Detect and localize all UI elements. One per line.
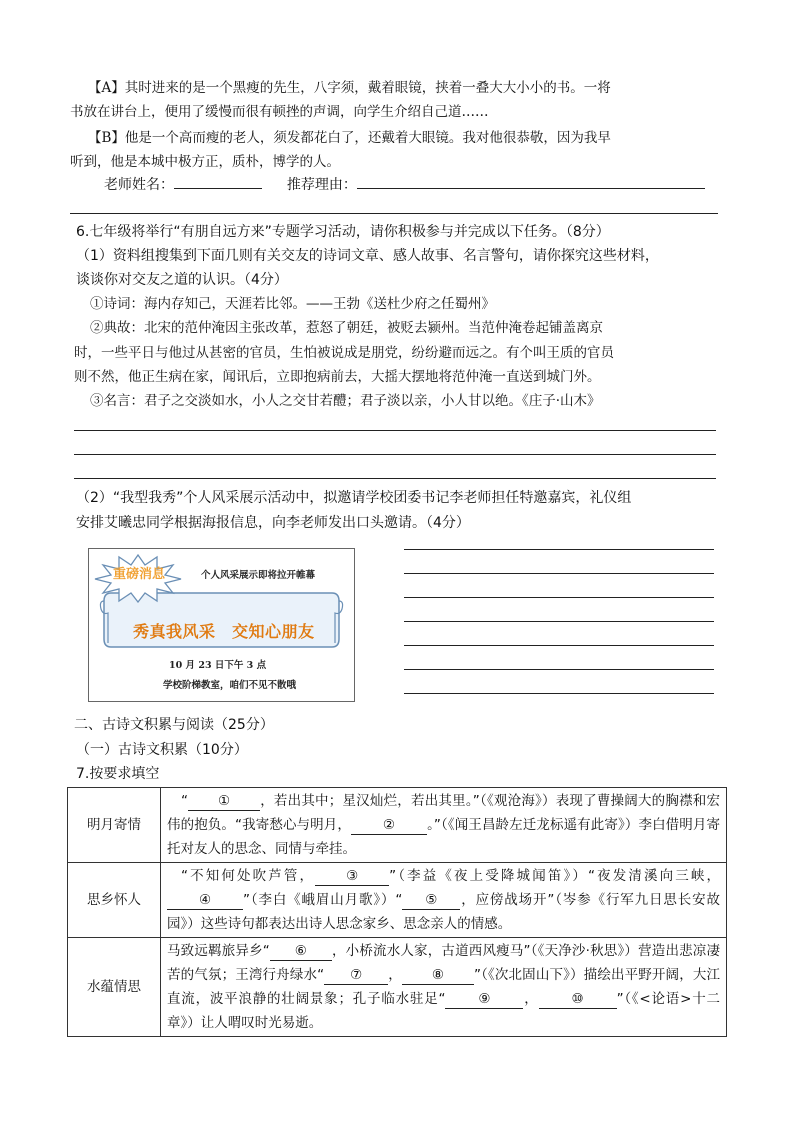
- blank-1[interactable]: ①: [188, 792, 260, 811]
- content-cell: “ ① ，若出其中；星汉灿烂，若出其里。”（《观沧海》）表现了曹操阔大的胸襟和宏伟的抱负。“我寄愁心与明月， ② 。”（《闻王昌龄左迁龙标遥有此寄》）李白借明月寄托对友人的思念、同情与牵挂。: [161, 788, 727, 863]
- category-cell: 思乡怀人: [68, 863, 161, 938]
- teacher-name-row: [104, 175, 705, 195]
- reason-blank[interactable]: [357, 188, 705, 189]
- category-cell: 明月寄情: [68, 788, 161, 863]
- poster-badge-text: 重磅消息: [113, 567, 166, 582]
- material-poem: ①诗词：海内存知己，天涯若比邻。——王勃《送杜少府之任蜀州》: [90, 296, 495, 312]
- table-row: [68, 938, 727, 1037]
- passage-b-line2: 听到，他是本城中极方正，质朴，博学的人。: [70, 154, 340, 170]
- reason-label: 推荐理由：: [286, 177, 357, 193]
- blank-2[interactable]: ②: [351, 816, 427, 835]
- q6-part2-line2: 安排艾曦忠同学根据海报信息，向李老师发出口头邀请。（4分）: [76, 515, 470, 531]
- table-row: [68, 788, 727, 863]
- passage-a-line1: 【A】其时进来的是一个黑瘦的先生，八字须，戴着眼镜，挟着一叠大大小小的书。一将: [88, 80, 611, 96]
- teacher-name-label: 老师姓名：: [104, 177, 174, 193]
- q6-part1-line2: 谈谈你对交友之道的认识。（4分）: [76, 272, 288, 288]
- event-poster: [88, 548, 355, 702]
- invite-line-2[interactable]: [404, 573, 714, 574]
- poster-headline: 个人风采展示即将拉开帷幕: [201, 570, 316, 581]
- teacher-name-blank[interactable]: [174, 188, 262, 189]
- passage-b-line1: 【B】他是一个高而瘦的老人，须发都花白了，还戴着大眼镜。我对他很恭敬，因为我早: [88, 130, 611, 146]
- table-row: [68, 863, 727, 938]
- q6-part2-line1: （2）“我型我秀”个人风采展示活动中，拟邀请学校团委书记李老师担任特邀嘉宾，礼仪组: [76, 490, 632, 506]
- content-cell: 马致远羁旅异乡“ ⑥ ，小桥流水人家，古道西风瘦马”（《天净沙·秋思》）营造出悲凉凄苦的气氛；王湾行舟绿水“ ⑦ ， ⑧ ”（《次北固山下》）描绘出平野开阔，大江直流，波平浪静的壮阔景象；孔子临水驻足“ ⑨ ， ⑩ ”（《<论语>十二章》）让人喟叹时光易逝。: [161, 938, 727, 1037]
- invite-line-3[interactable]: [404, 597, 714, 598]
- poster-time: 10 月 23 日下午 3 点: [169, 660, 267, 671]
- material-quote: ③名言：君子之交淡如水，小人之交甘若醴；君子淡以亲，小人甘以绝。《庄子·山木》: [90, 393, 601, 409]
- content-cell: “不知何处吹芦管， ③ ”（李益《夜上受降城闻笛》）“夜发清溪向三峡，④ ”（李白《峨眉山月歌》）“ ⑤ ，应傍战场开”（岑参《行军九日思长安故园》）这些诗句都表达出诗人思念家乡、思念亲人的情感。: [161, 863, 727, 938]
- invite-line-6[interactable]: [404, 669, 714, 670]
- blank-10[interactable]: ⑩: [539, 990, 617, 1009]
- invite-line-7[interactable]: [404, 693, 714, 694]
- material-story-line1: ②典故：北宋的范仲淹因主张改革，惹怒了朝廷，被贬去颍州。当范仲淹卷起铺盖离京: [90, 320, 603, 336]
- poem-fill-table: [67, 787, 727, 1037]
- poster-place: 学校阶梯教室，咱们不见不散哦: [163, 680, 297, 691]
- invite-line-1[interactable]: [404, 549, 714, 550]
- passage-a-line2: 书放在讲台上，便用了缓慢而很有顿挫的声调，向学生介绍自己道……: [70, 104, 489, 120]
- reason-line-2[interactable]: [70, 213, 718, 214]
- blank-4[interactable]: ④: [167, 891, 243, 910]
- blank-6[interactable]: ⑥: [270, 942, 332, 961]
- answer-line-1[interactable]: [74, 430, 716, 431]
- poster-slogan: 秀真我风采 交知心朋友: [133, 622, 315, 641]
- q6-title: 6.七年级将举行“有朋自远方来”专题学习活动，请你积极参与并完成以下任务。（8分）: [76, 224, 610, 240]
- material-story-line3: 则不然，他正生病在家，闻讯后，立即抱病前去，大摇大摆地将范仲淹一直送到城门外。: [74, 369, 601, 385]
- invite-line-5[interactable]: [404, 645, 714, 646]
- answer-line-3[interactable]: [74, 478, 716, 479]
- blank-3[interactable]: ③: [315, 867, 389, 886]
- answer-line-2[interactable]: [74, 454, 716, 455]
- blank-9[interactable]: ⑨: [445, 990, 523, 1009]
- section2-title: 二、古诗文积累与阅读（25分）: [74, 717, 274, 733]
- blank-8[interactable]: ⑧: [402, 966, 474, 985]
- q6-part1-line1: （1）资料组搜集到下面几则有关交友的诗词文章、感人故事、名言警句，请你探究这些材料，: [76, 248, 659, 264]
- section2-subtitle: （一）古诗文积累（10分）: [76, 742, 248, 758]
- material-story-line2: 时，一些平日与他过从甚密的官员，生怕被说成是朋党，纷纷避而远之。有个叫王质的官员: [74, 345, 614, 361]
- blank-5[interactable]: ⑤: [402, 891, 460, 910]
- category-cell: 水蕴情思: [68, 938, 161, 1037]
- blank-7[interactable]: ⑦: [324, 966, 388, 985]
- invite-line-4[interactable]: [404, 621, 714, 622]
- q7-title: 7.按要求填空: [76, 766, 160, 782]
